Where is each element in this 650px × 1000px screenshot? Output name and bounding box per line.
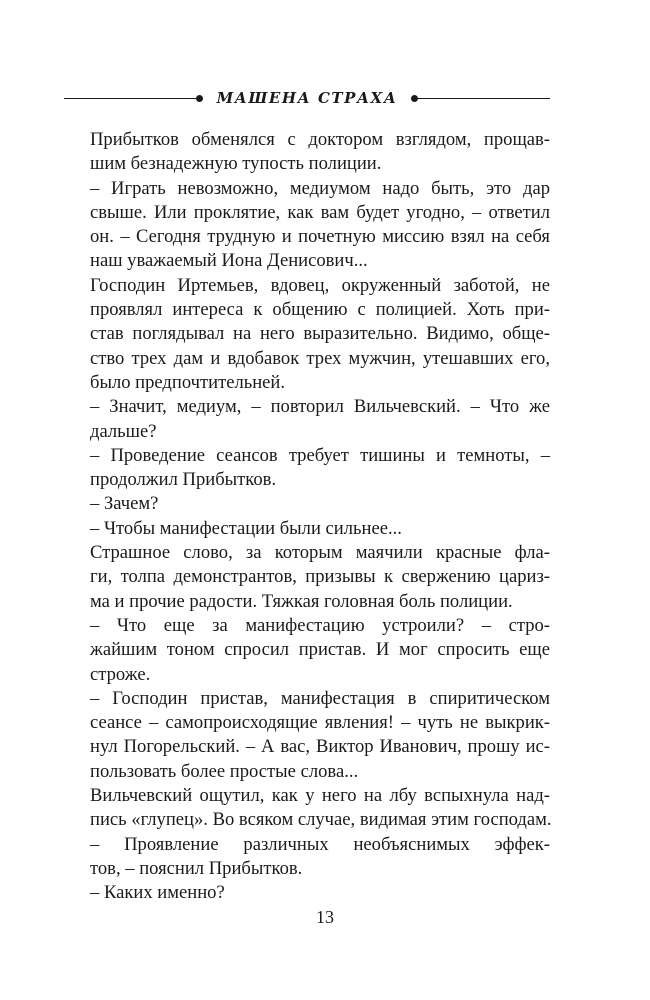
paragraph	[90, 687, 550, 784]
text-line: – Играть невозможно, медиумом надо быть, это дар	[90, 177, 550, 199]
paragraph	[90, 833, 550, 882]
text-line: ма и прочие радости. Тяжкая головная боль полиции.	[90, 590, 513, 612]
text-line: жайшим тоном спросил пристав. И мог спросить еще	[90, 639, 550, 661]
text-line: проявлял интереса к общению с полицией. Хоть при-	[90, 299, 550, 321]
page-number: 13	[316, 907, 334, 927]
text-line: шим безнадежную тупость полиции.	[90, 153, 382, 175]
text-line: – Проявление различных необъяснимых эффек-	[90, 833, 550, 855]
text-line: – Зачем?	[90, 493, 159, 515]
running-header-title: МАШЕНА СТРАХА	[216, 89, 398, 107]
paragraph	[90, 395, 550, 444]
text-line: сеансе – самопроисходящие явления! – чуть не выкрик-	[90, 712, 550, 734]
text-line: свыше. Или проклятие, как вам будет угодно, – ответил	[90, 201, 550, 223]
text-line: было предпочтительней.	[90, 371, 286, 393]
text-line: наш уважаемый Иона Денисович...	[90, 250, 368, 272]
header-rule-right	[418, 98, 550, 99]
paragraph	[90, 881, 550, 905]
text-line: – Каких именно?	[90, 882, 225, 904]
paragraph	[90, 517, 550, 541]
paragraph	[90, 492, 550, 516]
header-dot-right	[411, 95, 418, 102]
text-line: продолжил Прибытков.	[90, 469, 277, 491]
text-line: пользовать более простые слова...	[90, 760, 359, 782]
text-line: Прибытков обменялся с доктором взглядом, прощав-	[90, 129, 550, 150]
text-line: ги, толпа демонстрантов, призывы к свержению цариз-	[90, 566, 550, 588]
text-line: дальше?	[90, 420, 157, 442]
text-line: пись «глупец». Во всяком случае, видимая этим господам.	[90, 809, 552, 831]
paragraph	[90, 274, 550, 395]
page-body-text	[90, 128, 550, 906]
paragraph	[90, 444, 550, 493]
text-line: Господин Иртемьев, вдовец, окруженный заботой, не	[90, 274, 550, 296]
header-rule-left	[64, 98, 196, 99]
text-line: строже.	[90, 663, 151, 685]
text-line: Страшное слово, за которым маячили красные фла-	[90, 542, 550, 564]
paragraph	[90, 128, 550, 177]
text-line: ство трех дам и вдобавок трех мужчин, утешавших его,	[90, 347, 550, 369]
text-line: тов, – пояснил Прибытков.	[90, 857, 303, 879]
text-line: – Чтобы манифестации были сильнее...	[90, 517, 402, 539]
paragraph	[90, 541, 550, 614]
text-line: он. – Сегодня трудную и почетную миссию взял на себя	[90, 226, 550, 248]
running-header	[64, 86, 550, 110]
text-line: нул Погорельский. – А вас, Виктор Иванович, прошу ис-	[90, 736, 550, 758]
paragraph	[90, 177, 550, 274]
header-dot-left	[196, 95, 203, 102]
paragraph	[90, 784, 550, 833]
text-line: – Что еще за манифестацию устроили? – стро-	[90, 614, 550, 636]
text-line: – Проведение сеансов требует тишины и темноты, –	[90, 444, 550, 466]
paragraph	[90, 614, 550, 687]
text-line: став поглядывал на него выразительно. Видимо, обще-	[90, 323, 550, 345]
text-line: – Господин пристав, манифестация в спиритическом	[90, 687, 550, 709]
text-line: Вильчевский ощутил, как у него на лбу вспыхнула над-	[90, 785, 550, 807]
text-line: – Значит, медиум, – повторил Вильчевский. – Что же	[90, 396, 550, 418]
